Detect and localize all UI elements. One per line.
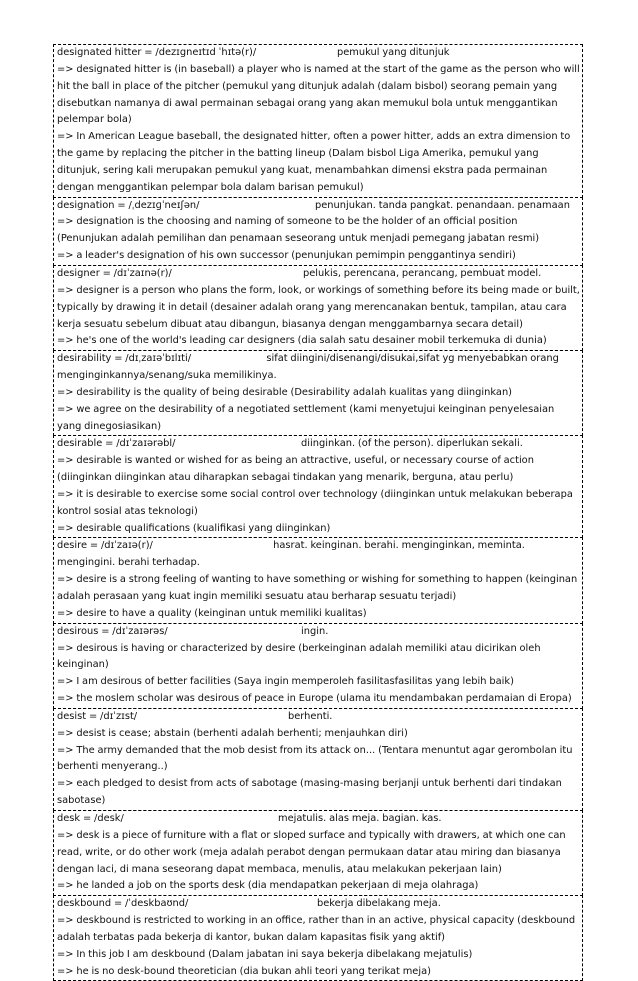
headword: designer = /dɪˈzaɪnə(r)/ <box>57 267 172 279</box>
indonesian-meaning: ingin. <box>301 625 329 637</box>
example-line: => desire is a strong feeling of wanting to have something or wishing for something to happen (keinginan adalah perasaan yang kuat ingin memiliki sesuatu atau berharap sesuatu terjadi) <box>57 574 578 602</box>
example-line: => In American League baseball, the designated hitter, often a power hitter, adds an extra dimension to the game by replacing the pitcher in the batting lineup (Dalam bisbol Liga Amerika, pemukul yang ditunjuk, sering kali merupakan pemukul yang kuat, menambahkan dimensi ekstra pada permainan dengan menggantikan pelempar bola dalam barisan pemukul) <box>57 131 571 193</box>
example-line: => he's one of the world's leading car designers (dia salah satu desainer mobil terkemuka di dunia) <box>57 335 547 347</box>
example-line: => it is desirable to exercise some social control over technology (diinginkan untuk melakukan beberapa kontrol sosial atas teknologi) <box>57 488 573 517</box>
entry-header <box>57 896 581 913</box>
dictionary-entry <box>53 435 583 538</box>
example-line: => he is no desk-bound theoretician (dia bukan ahli teori yang terikat meja) <box>57 965 431 977</box>
indonesian-meaning: mejatulis. alas meja. bagian. kas. <box>278 812 442 824</box>
entry-header <box>57 45 581 62</box>
headword: designation = /ˌdezɪɡˈneɪʃən/ <box>57 199 200 211</box>
headword: desirable = /dɪˈzaɪərəbl/ <box>57 438 176 450</box>
entry-header <box>57 351 581 385</box>
example-line: => desirability is the quality of being desirable (Desirability adalah kualitas yang diinginkan) <box>57 386 513 398</box>
dictionary-entry <box>53 197 583 266</box>
indonesian-meaning: berhenti. <box>288 710 333 722</box>
example-line: => desirable is wanted or wished for as being an attractive, useful, or necessary course of action (diinginkan diinginkan atau diharapkan sebagai tindakan yang menarik, berguna, atau perlu) <box>57 455 534 484</box>
indonesian-meaning: bekerja dibelakang meja. <box>317 898 441 910</box>
indonesian-meaning: penunjukan. tanda pangkat. penandaan. penamaan <box>315 199 570 211</box>
indonesian-meaning: pelukis, perencana, perancang, pembuat model. <box>303 267 542 279</box>
headword: desirability = /dɪˌzaɪəˈbɪlɪti/ <box>57 353 192 365</box>
example-line: => he landed a job on the sports desk (dia mendapatkan pekerjaan di meja olahraga) <box>57 880 479 892</box>
example-line: => desire to have a quality (keinginan untuk memiliki kualitas) <box>57 607 367 619</box>
example-line: => a leader's designation of his own successor (penunjukan pemimpin penggantinya sendiri) <box>57 250 516 262</box>
entry-header <box>57 709 581 726</box>
headword: desk = /desk/ <box>57 812 124 824</box>
dictionary-entry <box>53 350 583 436</box>
example-line: => deskbound is restricted to working in an office, rather than in an active, physical capacity (deskbound adalah terbatas pada bekerja di kantor, bukan dalam kapasitas fisik yang aktif) <box>57 915 576 943</box>
example-line: => each pledged to desist from acts of sabotage (masing-masing berjanji untuk berhenti dari tindakan sabotase) <box>57 778 562 807</box>
entry-header <box>57 811 581 828</box>
indonesian-meaning: pemukul yang ditunjuk <box>337 47 450 58</box>
example-line: => desist is cease; abstain (berhenti adalah berhenti; menjauhkan diri) <box>57 727 408 739</box>
dictionary-entry <box>53 265 583 351</box>
headword: desire = /dɪˈzaɪə(r)/ <box>57 540 153 552</box>
example-line: => In this job I am deskbound (Dalam jabatan ini saya bekerja dibelakang mejatulis) <box>57 948 473 960</box>
entry-header <box>57 538 581 572</box>
entry-header <box>57 436 581 453</box>
example-line: => designated hitter is (in baseball) a player who is named at the start of the game as the person who will hit the ball in place of the pitcher (pemukul yang ditunjuk adalah (dalam bisbol) seorang pemain yang disebutkan namanya di awal permainan sebagai orang yang akan memukul bola untuk menggantikan pelempar bola) <box>57 63 580 126</box>
entry-header <box>57 198 581 215</box>
dictionary-entry <box>53 623 583 709</box>
dictionary-entry <box>53 895 583 981</box>
example-line: => designation is the choosing and naming of someone to be the holder of an official position (Penunjukan adalah pemilihan dan penamaan seseorang untuk menjadi pemegang jabatan resmi) <box>57 216 540 245</box>
headword: designated hitter = /dezɪgneɪtɪd ˈhɪtə(r)/ <box>57 47 257 58</box>
indonesian-meaning: sifat diingini/disenangi/disukai,sifat yg menyebabkan orang menginginkannya/senang/suka memilikinya. <box>57 353 559 382</box>
example-line: => I am desirous of better facilities (Saya ingin memperoleh fasilitasfasilitas yang lebih baik) <box>57 676 514 688</box>
headword: desirous = /dɪˈzaɪərəs/ <box>57 625 168 637</box>
example-line: => designer is a person who plans the form, look, or workings of something before its being made or built, typically by drawing it in detail (desainer adalah orang yang merencanakan bentuk, tampilan, atau cara kerja sesuatu sebelum dibuat atau dibangun, biasanya dengan menggambarnya secara detail) <box>57 284 580 330</box>
headword: desist = /dɪˈzɪst/ <box>57 710 138 722</box>
entry-header <box>57 266 581 283</box>
indonesian-meaning: hasrat. keinginan. berahi. menginginkan, meminta. mengingini. berahi terhadap. <box>57 540 525 569</box>
example-line: => we agree on the desirability of a negotiated settlement (kami menyetujui keinginan penyelesaian yang dinegosiasikan) <box>57 403 555 432</box>
example-line: => desirable qualifications (kualifikasi yang diinginkan) <box>57 522 331 534</box>
dictionary-entry <box>53 44 583 198</box>
dictionary-entry <box>53 537 583 623</box>
example-line: => the moslem scholar was desirous of peace in Europe (ulama itu mendambakan perdamaian di Eropa) <box>57 693 572 705</box>
example-line: => The army demanded that the mob desist from its attack on... (Tentara menuntut agar gerombolan itu berhenti menyerang..) <box>57 744 573 773</box>
dictionary-entry <box>53 708 583 811</box>
dictionary-entry <box>53 810 583 896</box>
entry-header <box>57 624 581 641</box>
dictionary-sheet <box>53 45 583 981</box>
headword: deskbound = /ˈdeskbaʊnd/ <box>57 898 189 910</box>
example-line: => desk is a piece of furniture with a flat or sloped surface and typically with drawers, at which one can read, write, or do other work (meja adalah perabot dengan permukaan datar atau miring dan biasanya dengan laci, di mana seseorang dapat membaca, menulis, atau melakukan pekerjaan lain) <box>57 829 566 875</box>
example-line: => desirous is having or characterized by desire (berkeinginan adalah memiliki atau dicirikan oleh keinginan) <box>57 642 541 671</box>
indonesian-meaning: diinginkan. (of the person). diperlukan sekali. <box>301 438 523 450</box>
